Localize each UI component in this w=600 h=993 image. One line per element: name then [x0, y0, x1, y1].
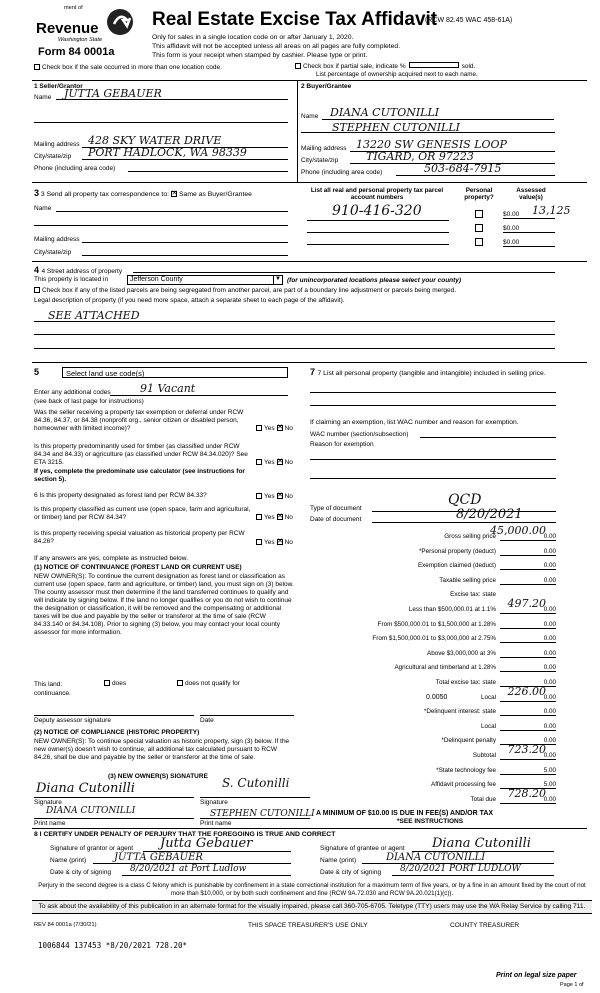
tax-row [300, 722, 556, 732]
tax-row-value[interactable]: 0.00 [500, 708, 556, 716]
tax-row [300, 576, 556, 586]
tax-row [300, 743, 556, 761]
tax-row-handwritten: 723.20 [507, 743, 546, 756]
tax-row-value[interactable]: 0.00 [500, 664, 556, 672]
tax-row [300, 524, 556, 542]
grantee-name-label: Name (print) [320, 857, 357, 864]
tax-row [300, 786, 556, 805]
tax-row-value[interactable]: 0.00 [500, 635, 556, 643]
rev-number: REV 84 0001a (7/30/21) [34, 922, 97, 928]
tax-row-value[interactable]: 0.00 [500, 606, 556, 614]
exemption-no-label: No [284, 425, 293, 432]
wac-number-label: WAC number (section/subsection) [310, 431, 409, 438]
county-treasurer-label: COUNTY TREASURER [450, 922, 520, 929]
tax-row-label: Agricultural and timberland at 1.28% [394, 664, 496, 672]
new-owner-sig-field-2[interactable] [200, 797, 310, 798]
tax-correspondence-row: 3 3 Send all property tax correspondence to:✕ Same as Buyer/Grantee [34, 188, 252, 198]
corr-city-label: City/state/zip [34, 249, 72, 256]
grantee-name-value: DIANA CUTONILLI [386, 852, 486, 863]
assessed-zero-3: $0.00 [503, 239, 520, 246]
located-in-label: This property is located in [34, 276, 109, 283]
tax-row-label: Subtotal [472, 752, 496, 759]
header-note-1: Only for sales in a single location code on or after January 1, 2020. [152, 34, 354, 41]
tax-row [300, 561, 556, 571]
personal-property-checkbox-1[interactable] [475, 210, 483, 218]
corr-mailing-label: Mailing address [34, 236, 80, 243]
timber-yes-no [254, 459, 293, 466]
tax-row-value[interactable]: 0.00 [500, 577, 556, 585]
deputy-date-label: Date [200, 717, 214, 724]
dept-text: ment of [64, 5, 83, 11]
legal-line-3[interactable] [34, 348, 555, 349]
buyer-name-label: Name [301, 113, 319, 120]
grantee-signature-label: Signature of grantee or agent [320, 845, 405, 852]
seller-phone-label: Phone (including area code) [34, 165, 116, 172]
exemption-yes-no [254, 425, 293, 432]
column-divider [297, 81, 298, 182]
timber-yes-label: Yes [264, 459, 275, 466]
tax-row-value[interactable]: 0.00 [500, 723, 556, 731]
personal-property-checkbox-3[interactable] [475, 238, 483, 246]
current-use-yes-label: Yes [264, 514, 275, 521]
current-use-question: Is this property classified as current use (open space, farm and agricultural, or timber) land per RCW 84.34? [34, 506, 251, 521]
buyer-mailing-value: 13220 SW GENESIS LOOP [356, 138, 507, 151]
exemption-yes-checkbox[interactable] [256, 425, 262, 431]
seller-blank-line[interactable] [34, 122, 288, 123]
personal-property-checkbox-2[interactable] [475, 224, 483, 232]
forest-yes-checkbox[interactable] [256, 493, 262, 499]
tax-row [300, 547, 556, 557]
doc-date-label: Date of document [310, 516, 362, 523]
unincorporated-note: (for unincorporated locations please select your county) [287, 277, 462, 284]
grantee-date-field[interactable] [392, 875, 554, 876]
current-use-yes-checkbox[interactable] [256, 514, 262, 520]
street-address-field[interactable] [133, 272, 555, 273]
grantor-signature-hw: Jutta Gebauer [160, 836, 253, 851]
exemption-reason-line-2[interactable] [310, 478, 556, 479]
grantor-signature-label: Signature of grantor or agent [50, 845, 134, 852]
tax-row-value[interactable]: 0.00 [500, 562, 556, 570]
parcel-header: List all real and personal property tax parcel account numbers [310, 187, 444, 201]
forest-no-label: No [284, 493, 293, 500]
timber-yes-checkbox[interactable] [256, 459, 262, 465]
tax-row-label: Total excise tax: state [435, 679, 496, 686]
tax-row-value[interactable]: 0.00 [500, 694, 556, 702]
forest-question-label: 6 Is this property designated as forest land per RCW 84.33? [34, 492, 207, 499]
personal-property-heading: 7 List all personal property (tangible and intangible) included in selling price. [317, 370, 546, 377]
buyer-name-field[interactable] [322, 119, 554, 120]
tax-row-label: Gross selling price [444, 533, 496, 540]
perjury-notice-text: Perjury in the second degree is a class C felony which is punishable by confinement in a state correctional institution for a maximum term of five years, or by a fine in an amount fixed by the court of not more than $10,000, or by both such confinement and fine (RCW 9A.72.030 and RCW 9A.20.021(1)(c)). [38, 882, 586, 897]
tax-row-label: Above $3,000,000 at 3% [427, 649, 496, 657]
exemption-question: Was the seller receiving a property tax exemption or deferral under RCW 84.36, 84.37, or 84.38 (nonprofit org., senior citizen or disabled person, homeowner with limited income)? [34, 409, 244, 432]
signature-label-2: Signature [200, 799, 228, 806]
chevron-down-icon: ▼ [273, 276, 282, 284]
state-text: Washington State [58, 37, 103, 43]
land-use-num: 5 [34, 367, 40, 377]
grantor-date-value: 8/20/2021 at Port Ludlow [130, 864, 247, 874]
form-number: Form 84 0001a [38, 46, 115, 58]
historic-no-checkbox[interactable] [277, 539, 283, 545]
seller-name-value: JUTTA GEBAUER [64, 87, 162, 100]
forest-no-checkbox[interactable] [277, 493, 283, 499]
this-land-label: This land: [34, 681, 63, 688]
parcel-line-2[interactable] [307, 232, 449, 233]
tax-row [300, 649, 556, 659]
seller-name-label: Name [34, 94, 52, 101]
personal-property-list-label: 7 7 List all personal property (tangible and intangible) included in selling price. [310, 367, 546, 377]
tax-correspondence-label: 3 Send all property tax correspondence to: [40, 191, 169, 198]
forest-yes-label: Yes [264, 493, 275, 500]
signature-label-1: Signature [34, 799, 62, 806]
current-use-yes-no [254, 514, 293, 521]
seller-mailing-label: Mailing address [34, 141, 80, 148]
tax-row-label: Local [480, 722, 496, 730]
timber-question: Is this property predominantly used for timber (as classified under RCW 84.34 and 84.33) or agriculture (as classified under RCW 84.34.020)? See ETA 3215. [34, 443, 248, 466]
assessed-value-hw: 13,125 [532, 204, 571, 217]
seller-city-field[interactable] [82, 159, 288, 160]
see-instructions-note: *SEE INSTRUCTIONS [397, 818, 464, 825]
seller-city-value: PORT HADLOCK, WA 98339 [88, 146, 247, 159]
new-owner-signature-label: (3) NEW OWNER(S) SIGNATURE [108, 773, 208, 780]
form-title: Real Estate Excise Tax Affidavit [152, 9, 438, 30]
alt-format-text: To ask about the availability of this publication in an alternate format for the visually impaired, please call 360-705-6705. Teletype (TTY) users may use the WA Relay Service by calling 711. [38, 903, 586, 910]
county-select-value: Jefferson County [130, 276, 183, 283]
parcel-number-1: 910-416-320 [332, 203, 422, 219]
legal-line-2[interactable] [34, 334, 555, 335]
tax-row [300, 663, 556, 673]
tax-row-value[interactable]: 0.00 [500, 679, 556, 687]
historic-yes-label: Yes [264, 539, 275, 546]
buyer-city-label: City/state/zip [301, 157, 339, 164]
partial-sale-check[interactable] [293, 62, 475, 70]
legal-line-1[interactable] [34, 321, 555, 322]
forest-yes-no [254, 493, 293, 500]
tax-row [300, 684, 556, 703]
certify-heading: 8 I CERTIFY UNDER PENALTY OF PERJURY THAT THE FOREGOING IS TRUE AND CORRECT [34, 831, 336, 838]
notice-compliance-title: (2) NOTICE OF COMPLIANCE (HISTORIC PROPERTY) [34, 729, 200, 736]
assessed-value-3[interactable] [503, 239, 555, 247]
partial-sale-label: Check box if partial sale, indicate % [303, 63, 406, 70]
deputy-signature-label: Deputy assessor signature [34, 717, 111, 724]
tax-row-handwritten: 497.20 [507, 597, 546, 610]
boundary-check[interactable] [32, 287, 456, 294]
timber-note: If yes, complete the predominate use calculator (see instructions for section 5). [34, 468, 245, 483]
additional-codes-value: 91 Vacant [140, 382, 196, 395]
exemption-reason-line-1[interactable] [310, 459, 556, 460]
notice-compliance-text: NEW OWNER(S): To continue special valuation as historic property, sign (3) below. If the new owner(s) doesn't wish to continue, all additional tax calculated pursuant to RCW 84.26, shall be due and payable by the seller or transferor at the time of sale. [34, 738, 290, 761]
print-name-label-2: Print name [200, 820, 232, 827]
street-address-label: 4 4 Street address of property [34, 265, 123, 275]
tax-row-label: From $1,500,000.01 to $3,000,000 at 2.75% [372, 635, 496, 643]
additional-codes-label: Enter any additional codes [34, 389, 111, 396]
historic-no-label: No [284, 539, 293, 546]
exemption-no-checkbox[interactable] [277, 425, 283, 431]
street-address-text: 4 Street address of property [41, 268, 123, 275]
seller-heading: 1 Seller/Grantor [34, 83, 83, 90]
continuance-label: continuance. [34, 690, 71, 697]
header-note-2: This affidavit will not be accepted unless all areas on all pages are fully completed. [152, 43, 401, 50]
personal-property-line-1[interactable] [310, 392, 556, 393]
tax-row-label: Excise tax: state [450, 591, 496, 599]
tax-row-label: *Personal property (deduct) [418, 547, 496, 555]
personal-property-header: Personal property? [464, 187, 494, 201]
buyer-name-value-1: DIANA CUTONILLI [330, 106, 440, 119]
doc-type-value: QCD [448, 492, 482, 508]
exemption-yes-label: Yes [264, 425, 275, 432]
forest-question [34, 492, 256, 499]
tax-row [300, 634, 556, 644]
legal-size-note: Print on legal size paper [496, 972, 577, 979]
list-pct-note: List percentage of ownership acquired next to each name. [316, 71, 478, 78]
legal-desc-label: Legal description of property (if you need more space, attach a separate sheet to each page of the affidavit). [34, 297, 345, 304]
local-rate-value: 0.0050 [426, 693, 448, 701]
historic-yes-no [254, 539, 293, 546]
new-owner-sig-1: Diana Cutonilli [36, 781, 135, 796]
deputy-date-field[interactable] [200, 715, 294, 716]
wac-number-field[interactable] [420, 437, 556, 438]
tax-row-handwritten: 728.20 [507, 786, 546, 800]
notice-continuance-text: NEW OWNER(S): To continue the current designation as forest land or classification as current use (open space, farm and agriculture, or timber) land, you must sign on (3) below. The county assessor must then determine if the land transferred continues to qualify and will indicate by signing below. If the land no longer qualifies or you do not wish to continue the designation or classification, it will be removed and the compensating or additional taxes will be due and payable by the seller or transferor at the time of sale (RCW 84.33.140 or 84.34.108). Prior to signing (3) below, you may contact your local county assessor for more information. [34, 573, 294, 636]
header-note-3: This form is your receipt when stamped by cashier. Please type or print. [152, 52, 368, 59]
land-does-check[interactable] [102, 680, 126, 687]
historic-yes-checkbox[interactable] [256, 539, 262, 545]
multi-location-check[interactable] [32, 64, 222, 71]
tax-row-label: Taxable selling price [439, 576, 496, 584]
tax-row-label: Affidavit processing fee [431, 781, 496, 789]
corr-name-field[interactable] [56, 211, 288, 212]
buyer-name-value-2: STEPHEN CUTONILLI [332, 121, 461, 134]
agency-name: Revenue [36, 20, 99, 37]
tax-row-handwritten: 226.00 [507, 684, 546, 698]
doc-date-field[interactable] [372, 522, 556, 523]
corr-city-field[interactable] [82, 255, 288, 256]
tax-row-value[interactable]: 0.00 [500, 548, 556, 556]
tax-row-label: Less than $500,000.01 at 1.1% [408, 606, 496, 613]
tax-row [300, 707, 556, 717]
land-does-not-check[interactable] [175, 680, 240, 687]
tax-row-value[interactable]: 0.00 [500, 650, 556, 658]
buyer-phone-label: Phone (including area code) [301, 169, 383, 176]
tax-row-label: Exemption claimed (deduct) [417, 562, 496, 570]
if-yes-note: If any answers are yes, complete as instructed below. [34, 555, 188, 562]
tax-row-value[interactable]: 0.00 [500, 737, 556, 745]
parcel-line-3[interactable] [307, 244, 449, 245]
multi-location-label: Check box if the sale occurred in more than one location code. [42, 64, 222, 71]
grantee-date-value: 8/20/2021 PORT LUDLOW [400, 864, 521, 874]
exemption-reason-label: Reason for exemption [310, 441, 374, 448]
same-as-buyer-checkbox[interactable] [171, 191, 177, 197]
tax-row-label: From $500,000.01 to $1,500,000 at 1.28% [377, 620, 496, 628]
notice-continuance-title: (1) NOTICE OF CONTINUANCE (FOREST LAND OR CURRENT USE) [34, 564, 242, 571]
corr-blank-line[interactable] [34, 225, 288, 226]
grantor-name-value: JUTTA GEBAUER [114, 852, 203, 863]
legal-desc-value: SEE ATTACHED [48, 309, 140, 322]
land-does-not-label: does not qualify for [185, 680, 240, 687]
land-use-select[interactable] [62, 367, 288, 378]
timber-no-label: No [284, 459, 293, 466]
deputy-signature-field[interactable] [34, 715, 194, 716]
print-name-value-2: STEPHEN CUTONILLI [210, 809, 315, 819]
assessed-value-header: Assessed value(s) [516, 187, 546, 201]
perjury-notice [32, 882, 592, 898]
historic-question: Is this property receiving special valuation as historical property per RCW 84.26? [34, 530, 245, 545]
new-owner-sig-field-1[interactable] [34, 797, 194, 798]
grantor-date-field[interactable] [122, 875, 291, 876]
buyer-phone-field[interactable] [396, 175, 555, 176]
grantor-name-label: Name (print) [50, 857, 87, 864]
buyer-phone-value: 503-684-7915 [424, 162, 502, 175]
alt-format-notice [32, 900, 592, 914]
doc-type-label: Type of document [310, 505, 362, 512]
corr-name-label: Name [34, 205, 52, 212]
tax-row-value[interactable]: 0.00 [500, 796, 556, 804]
parcel-line-1[interactable] [307, 220, 449, 221]
tax-row-value[interactable]: 0.00 [500, 752, 556, 760]
grantee-signature-hw: Diana Cutonilli [432, 836, 531, 851]
doc-date-value: 8/20/2021 [456, 507, 523, 522]
see-back-note: (see back of last page for instructions) [34, 398, 144, 405]
cashier-stamp: 1006844 137453 *8/20/2021 728.20* [38, 941, 188, 950]
tax-row-handwritten: 45,000.00 [490, 524, 546, 537]
same-as-buyer-label: Same as Buyer/Grantee [179, 191, 252, 198]
seller-mailing-value: 428 SKY WATER DRIVE [88, 134, 222, 147]
tax-row-label: Local [480, 693, 496, 701]
current-use-no-label: No [284, 514, 293, 521]
sold-label: sold. [461, 63, 476, 70]
tax-row [300, 597, 556, 615]
dor-logo [34, 4, 138, 60]
print-name-value-1: DIANA CUTONILLI [46, 806, 136, 816]
additional-codes-field[interactable] [110, 395, 288, 396]
corr-mailing-field[interactable] [82, 242, 288, 243]
new-owner-sig-2: S. Cutonilli [222, 776, 290, 790]
seller-phone-field[interactable] [128, 171, 288, 172]
buyer-heading: 2 Buyer/Grantee [301, 83, 352, 90]
claim-exemption-label: If claiming an exemption, list WAC number and reason for exemption. [310, 419, 519, 426]
print-name-field-2[interactable] [200, 818, 310, 819]
county-select[interactable] [127, 275, 283, 285]
tax-row-label: *State technology fee [436, 766, 496, 774]
tax-row-value[interactable]: 5.00 [500, 767, 556, 775]
tax-row-value[interactable]: 0.00 [500, 533, 556, 541]
print-name-field-1[interactable] [34, 818, 194, 819]
grantee-date-label: Date & city of signing [320, 869, 382, 876]
seller-city-label: City/state/zip [34, 153, 72, 160]
tax-row-value[interactable]: 5.00 [500, 781, 556, 789]
buyer-mailing-label: Mailing address [301, 145, 347, 152]
tax-row-value[interactable]: 0.00 [500, 621, 556, 629]
tax-row [300, 766, 556, 776]
assessed-zero-2: $0.00 [503, 225, 520, 232]
current-use-no-checkbox[interactable] [277, 514, 283, 520]
tax-row-label: *Delinquent penalty [441, 737, 496, 745]
form-rcw: (RCW 82.45 WAC 458-61A) [425, 17, 513, 24]
page-number: Page 1 of [560, 982, 584, 988]
minimum-due-note: A MINIMUM OF $10.00 IS DUE IN FEE(S) AND/OR TAX [316, 810, 494, 817]
tax-row [300, 620, 556, 630]
buyer-city-value: TIGARD, OR 97223 [366, 150, 474, 163]
grantor-date-label: Date & city of signing [50, 869, 112, 876]
tax-row-label: *Delinquent interest: state [423, 708, 496, 716]
revenue-logo-icon [106, 8, 134, 36]
assessed-value-2[interactable] [503, 225, 555, 233]
print-name-label-1: Print name [34, 820, 66, 827]
tax-row-label: Total due [470, 795, 496, 803]
boundary-check-label: Check box if any of the listed parcels are being segregated from another parcel, are part of a boundary line adjustment or parcels being merged. [42, 287, 457, 294]
assessed-zero-1: $0.00 [503, 211, 520, 218]
treasurer-use-label: THIS SPACE TREASURER'S USE ONLY [248, 922, 368, 929]
land-does-label: does [112, 680, 127, 687]
timber-no-checkbox[interactable] [277, 459, 283, 465]
personal-property-line-2[interactable] [310, 405, 556, 406]
land-use-select-label: Select land use code(s) [66, 369, 145, 378]
